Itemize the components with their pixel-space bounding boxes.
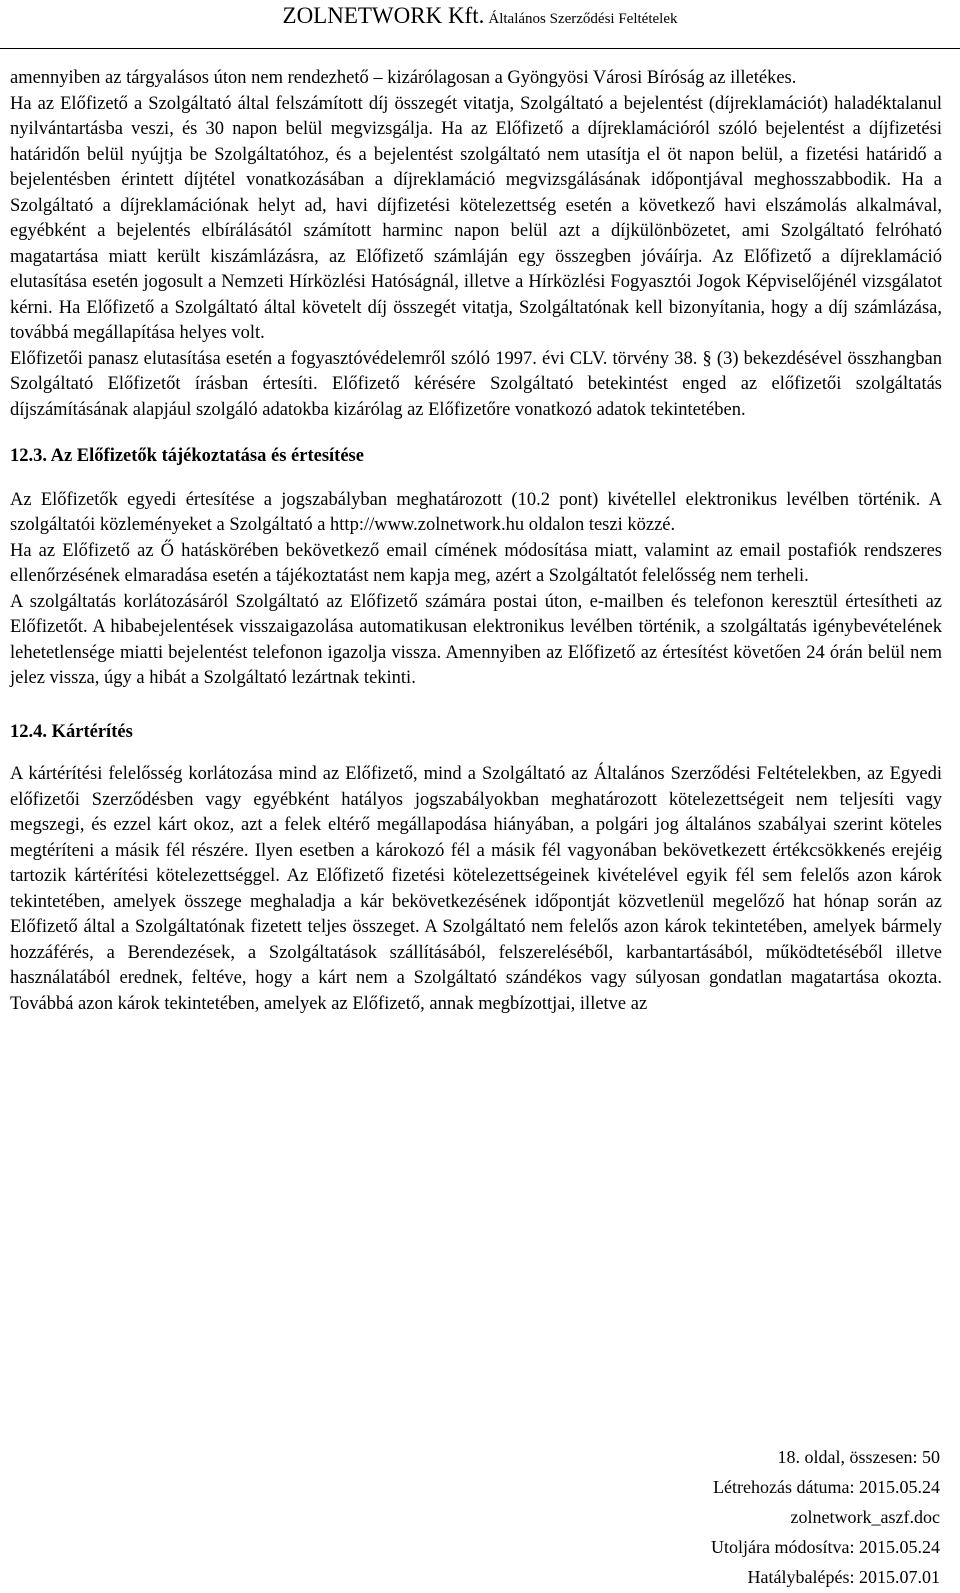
paragraph-notification: Az Előfizetők egyedi értesítése a jogszabályban meghatározott (10.2 pont) kivétellel elektronikus levélben történik. A szolgáltatói közleményeket a Szolgáltató a http://www.zolnetwork.hu oldalon teszi közzé. bbox=[10, 489, 942, 535]
document-body bbox=[10, 66, 942, 1017]
header-subtitle: Általános Szerződési Feltételek bbox=[488, 11, 678, 27]
page-header bbox=[0, 0, 960, 49]
footer-page-number: 18. oldal, összesen: 50 bbox=[777, 1447, 940, 1467]
section-heading-12-4: 12.4. Kártérítés bbox=[10, 721, 133, 742]
paragraph-damages: A kártérítési felelősség korlátozása mind az Előfizető, mind a Szolgáltató az Általános Szerződési Feltételekben, az Egyedi előfizetői Szerződésben vagy egyébként hatályos jogszabályokban meghatározott kötelezettségeit nem teljesíti vagy megszegi, és ezzel kárt okoz, azt a felek eltérő megállapodása hiányában, a polgári jog általános szabályai szerint köteles megtéríteni a másik fél részére. Ilyen esetben a károkozó fél a másik fél vagyonában bekövetkezett értékcsökkenés erejéig tartozik kártérítési kötelezettséggel. Az Előfizető fizetési kötelezettségeinek kivételével egyik fél sem felelős azon károk tekintetében, amelyek összege meghaladja a kár bekövetkezésének időpontját közvetlenül megelőző hat hónap során az Előfizető által a Szolgáltatónak fizetett teljes összeget. A Szolgáltató nem felelős azon károk tekintetében, amelyek bármely hozzáférés, a Berendezések, a Szolgáltatások szállításából, felszereléséből, karbantartásából, működtetéséből illetve használatából erednek, feltéve, hogy a kárt nem a Szolgáltató szándékos vagy súlyosan gondatlan magatartása okozta. Továbbá azon károk tekintetében, amelyek az Előfizető, annak megbízottjai, illetve az bbox=[10, 764, 942, 1014]
paragraph-complaint-rejection: Előfizetői panasz elutasítása esetén a fogyasztóvédelemről szóló 1997. évi CLV. törvény 38. § (3) bekezdésével összhangban Szolgáltató Előfizetőt írásban értesíti. Előfizető kérésére Szolgáltató betekintést enged az előfizetői szolgáltatás díjszámításának alapjául szolgáló adatokba kizárólag az Előfizetőre vonatkozó adatok tekintetében. bbox=[10, 348, 942, 420]
footer-modified-date: Utoljára módosítva: 2015.05.24 bbox=[711, 1537, 940, 1557]
paragraph-court-jurisdiction: amennyiben az tárgyalásos úton nem rendezhető – kizárólagosan a Gyöngyösi Városi Bíróság az illetékes. bbox=[10, 68, 797, 88]
header-company: ZOLNETWORK Kft. bbox=[282, 3, 485, 28]
paragraph-fee-complaint: Ha az Előfizető a Szolgáltató által felszámított díj összegét vitatja, Szolgáltató a bejelentést (díjreklamációt) haladéktalanul nyilvántartásba veszi, és 30 napon belül megvizsgálja. Ha az Előfizető a díjreklamációról szóló bejelentést a díjfizetési határidőn belül nyújtja be Szolgáltatóhoz, és a bejelentést szolgáltató nem utasítja el öt napon belül, a fizetési határidő a bejelentésben érintett díjtétel vonatkozásában a díjreklamáció megvizsgálásának időpontjával meghosszabbodik. Ha a Szolgáltató a díjreklamációnak helyt ad, havi díjfizetési kötelezettség esetén a következő havi elszámolás alkalmával, egyébként a bejelentés elbírálásától számított harminc napon belül azt a díjkülönbözetet, ami Szolgáltató felróható magatartása miatt került kiszámlázásra, az Előfizető számláján egy összegben jóváírja. Az Előfizető a díjreklamáció elutasítása esetén jogosult a Nemzeti Hírközlési Hatóságnál, illetve a Hírközlési Fogyasztói Jogok Képviselőjénél vizsgálatot kérni. Ha Előfizető a Szolgáltató által követelt díj összegét vitatja, Szolgáltatónak kell bizonyítania, hogy a díj számlázása, továbbá megállapítása helyes volt. bbox=[10, 93, 942, 343]
page-footer bbox=[711, 1442, 940, 1592]
paragraph-email-change: Ha az Előfizető az Ő hatáskörében bekövetkező email címének módosítása miatt, valamint az email postafiók rendszeres ellenőrzésének elmaradása esetén a tájékoztatást nem kapja meg, azért a Szolgáltatót felelősség nem terheli. bbox=[10, 540, 942, 586]
footer-filename: zolnetwork_aszf.doc bbox=[790, 1507, 940, 1527]
footer-created-date: Létrehozás dátuma: 2015.05.24 bbox=[713, 1477, 940, 1497]
section-heading-12-3: 12.3. Az Előfizetők tájékoztatása és értesítése bbox=[10, 446, 364, 466]
paragraph-restriction-notice: A szolgáltatás korlátozásáról Szolgáltató az Előfizető számára postai úton, e-mailben és telefonon keresztül értesítheti az Előfizetőt. A hibabejelentések visszaigazolása automatikusan elektronikus levélben történik, a szolgáltatás igénybevételének lehetetlensége miatti bejelentést telefonon igazolja vissza. Amennyiben az Előfizető az értesítést követően 24 órán belül nem jelez vissza, úgy a hibát a Szolgáltató lezártnak tekinti. bbox=[10, 591, 942, 688]
footer-effective-date: Hatálybalépés: 2015.07.01 bbox=[747, 1567, 940, 1587]
